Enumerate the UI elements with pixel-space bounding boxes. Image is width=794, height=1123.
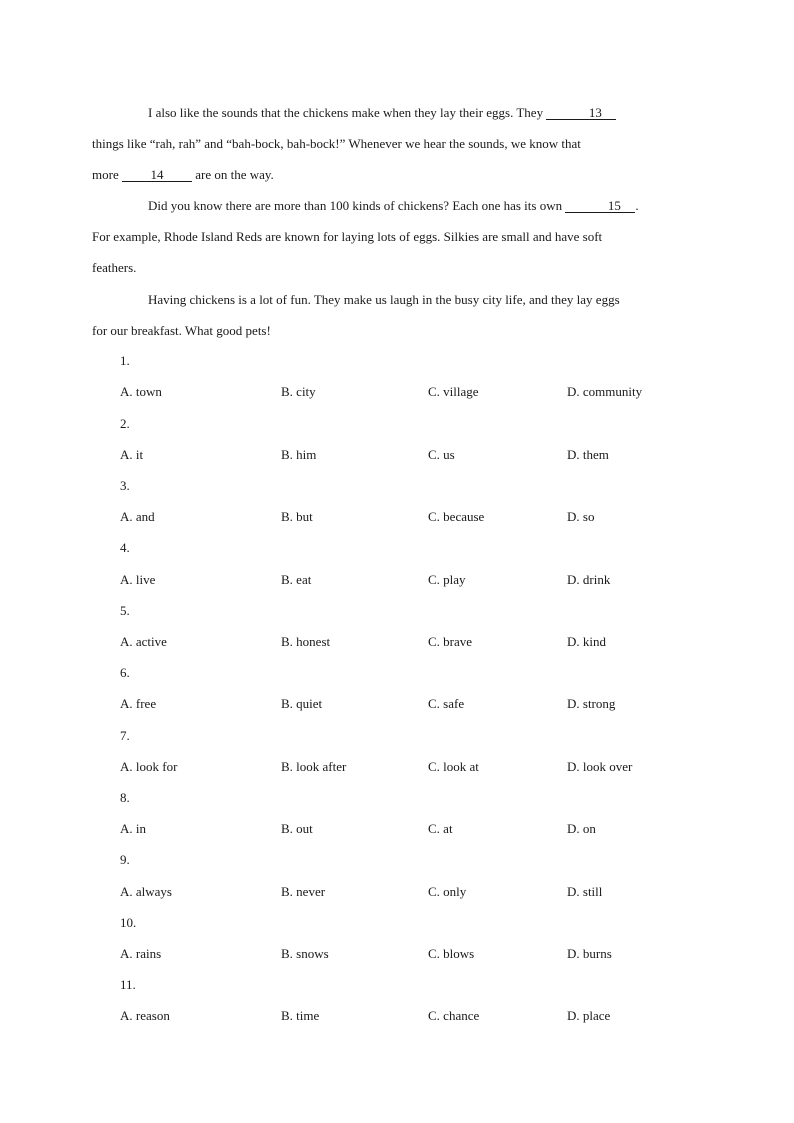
option-a: A. always (120, 884, 172, 899)
paragraph-2-text-before-blank-15: Did you know there are more than 100 kinds of chickens? Each one has its own (148, 198, 566, 213)
question-number: 2. (120, 416, 130, 431)
option-c: C. only (428, 884, 467, 899)
option-d: D. look over (567, 759, 633, 774)
option-d: D. still (567, 884, 603, 899)
paragraph-1-text-before-blank-14: more (92, 167, 122, 182)
option-d: D. burns (567, 946, 612, 961)
paragraph-2-line-3: feathers. (92, 260, 137, 275)
option-a: A. live (120, 572, 156, 587)
option-d: D. so (567, 509, 595, 524)
option-b: B. never (281, 884, 326, 899)
option-b: B. snows (281, 946, 329, 961)
option-d: D. kind (567, 634, 606, 649)
option-b: B. look after (281, 759, 347, 774)
question-number: 9. (120, 852, 130, 867)
option-d: D. on (567, 821, 596, 836)
option-b: B. honest (281, 634, 331, 649)
question-number: 10. (120, 915, 137, 930)
paragraph-1-text-before-blank-13: I also like the sounds that the chickens make when they lay their eggs. They (148, 105, 547, 120)
option-a: A. look for (120, 759, 178, 774)
option-d: D. drink (567, 572, 611, 587)
blank-13: 13 (546, 106, 616, 120)
option-b: B. time (281, 1008, 320, 1023)
blank-14: 14 (122, 168, 192, 182)
blank-15: 15 (565, 199, 635, 213)
question-number: 8. (120, 790, 130, 805)
paragraph-3-line-1: Having chickens is a lot of fun. They make us laugh in the busy city life, and they lay eggs (148, 292, 620, 307)
passage-paragraph-1 (92, 97, 680, 190)
paragraph-3-line-2: for our breakfast. What good pets! (92, 323, 271, 338)
question-number: 6. (120, 665, 130, 680)
option-b: B. out (281, 821, 313, 836)
option-c: C. because (428, 509, 485, 524)
option-a: A. town (120, 384, 162, 399)
question-number: 5. (120, 603, 130, 618)
option-b: B. city (281, 384, 316, 399)
question-number: 7. (120, 728, 130, 743)
option-d: D. strong (567, 696, 616, 711)
paragraph-2-line-2: For example, Rhode Island Reds are known for laying lots of eggs. Silkies are small and have soft (92, 229, 603, 244)
option-c: C. look at (428, 759, 479, 774)
paragraph-2-text-after-blank-15: . (635, 198, 639, 213)
paragraph-1-text-after-blank-14: are on the way. (191, 167, 274, 182)
option-a: A. rains (120, 946, 162, 961)
option-d: D. place (567, 1008, 611, 1023)
option-a: A. free (120, 696, 157, 711)
passage-paragraph-2 (92, 190, 680, 283)
option-b: B. him (281, 447, 317, 462)
option-c: C. village (428, 384, 479, 399)
option-b: B. quiet (281, 696, 323, 711)
option-d: D. community (567, 384, 643, 399)
option-d: D. them (567, 447, 609, 462)
option-a: A. it (120, 447, 144, 462)
question-number: 1. (120, 353, 130, 368)
option-c: C. play (428, 572, 466, 587)
paragraph-1-line-3 (92, 159, 274, 190)
option-a: A. in (120, 821, 146, 836)
option-b: B. eat (281, 572, 312, 587)
option-c: C. blows (428, 946, 475, 961)
option-b: B. but (281, 509, 313, 524)
passage-paragraph-3 (92, 284, 680, 346)
option-a: A. active (120, 634, 167, 649)
option-c: C. brave (428, 634, 473, 649)
question-number: 11. (120, 977, 136, 992)
option-c: C. chance (428, 1008, 480, 1023)
option-a: A. reason (120, 1008, 170, 1023)
option-c: C. at (428, 821, 453, 836)
question-number: 3. (120, 478, 130, 493)
option-a: A. and (120, 509, 155, 524)
option-c: C. safe (428, 696, 465, 711)
question-number: 4. (120, 540, 130, 555)
paragraph-1-line-2: things like “rah, rah” and “bah-bock, bah-bock!” Whenever we hear the sounds, we know that (92, 136, 581, 151)
option-c: C. us (428, 447, 455, 462)
